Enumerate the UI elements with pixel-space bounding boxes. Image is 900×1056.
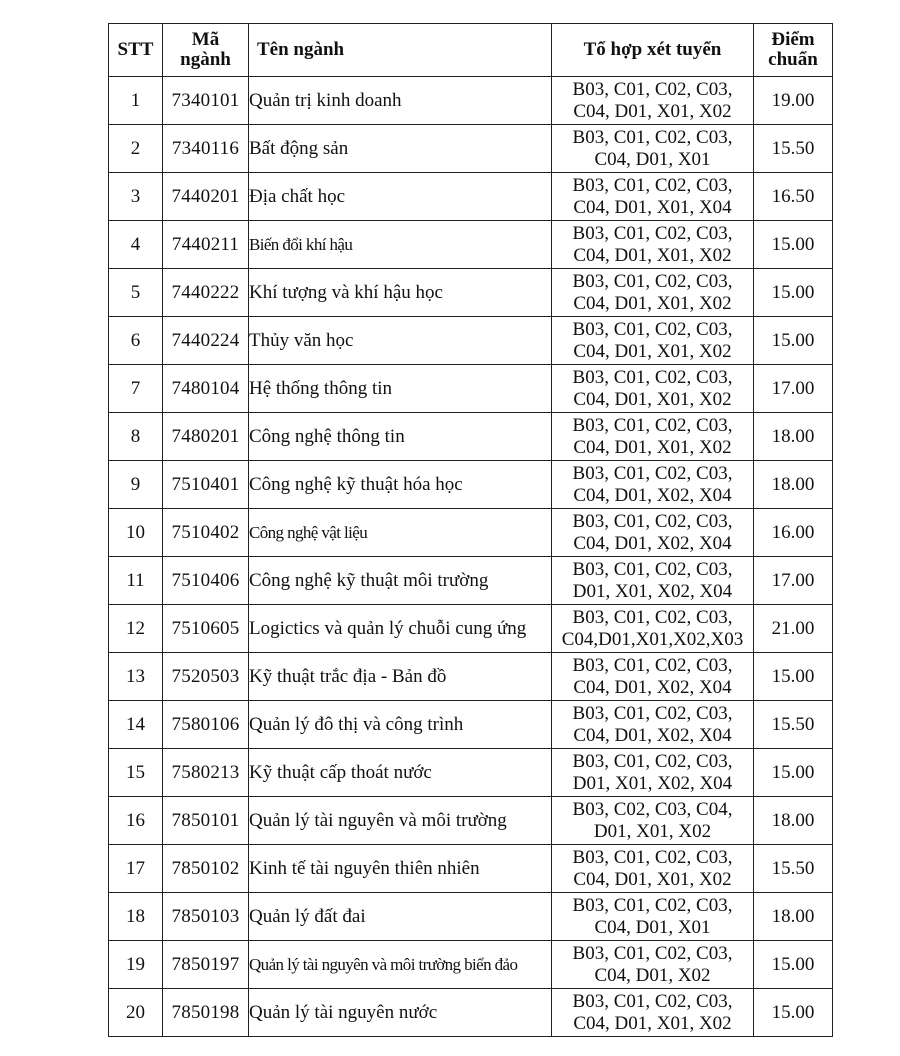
table-row bbox=[109, 317, 833, 365]
row-stt: 2 bbox=[109, 125, 163, 173]
row-subject-combos bbox=[552, 701, 754, 749]
row-cutoff-score: 18.00 bbox=[754, 461, 833, 509]
row-combo-line1: B03, C01, C02, C03, bbox=[572, 222, 733, 244]
table-row bbox=[109, 125, 833, 173]
row-stt: 9 bbox=[109, 461, 163, 509]
table-row bbox=[109, 845, 833, 893]
row-cutoff-score: 17.00 bbox=[754, 557, 833, 605]
row-subject-combos bbox=[552, 605, 754, 653]
row-combo-line1: B03, C01, C02, C03, bbox=[572, 318, 733, 340]
header-combo-label: Tổ hợp xét tuyển bbox=[583, 39, 722, 60]
admission-score-table bbox=[108, 23, 833, 1037]
row-stt: 16 bbox=[109, 797, 163, 845]
header-combo bbox=[552, 24, 754, 77]
row-major-code: 7480104 bbox=[163, 365, 249, 413]
row-major-name: Quản lý đô thị và công trình bbox=[249, 701, 552, 749]
row-combo-line2: D01, X01, X02, X04 bbox=[572, 772, 733, 794]
row-combo-line1: B03, C01, C02, C03, bbox=[572, 462, 733, 484]
row-major-name: Công nghệ kỹ thuật môi trường bbox=[249, 557, 552, 605]
row-stt: 6 bbox=[109, 317, 163, 365]
row-combo-line1: B03, C01, C02, C03, bbox=[572, 942, 733, 964]
row-combo-line2: C04, D01, X01, X02 bbox=[573, 1012, 732, 1034]
row-cutoff-score: 15.00 bbox=[754, 653, 833, 701]
row-cutoff-score: 16.50 bbox=[754, 173, 833, 221]
table-row bbox=[109, 893, 833, 941]
row-major-name: Kỹ thuật cấp thoát nước bbox=[249, 749, 552, 797]
table-row bbox=[109, 701, 833, 749]
row-major-code: 7480201 bbox=[163, 413, 249, 461]
row-stt: 17 bbox=[109, 845, 163, 893]
table-row bbox=[109, 749, 833, 797]
row-major-code: 7440211 bbox=[163, 221, 249, 269]
row-major-name: Kỹ thuật trắc địa - Bản đồ bbox=[249, 653, 552, 701]
row-major-name: Công nghệ vật liệu bbox=[249, 509, 552, 557]
table-row bbox=[109, 653, 833, 701]
row-combo-line2: C04, D01, X02, X04 bbox=[573, 532, 732, 554]
row-major-name: Biến đổi khí hậu bbox=[249, 221, 552, 269]
row-cutoff-score: 16.00 bbox=[754, 509, 833, 557]
row-combo-line1: B03, C02, C03, C04, bbox=[572, 798, 733, 820]
row-major-code: 7440201 bbox=[163, 173, 249, 221]
row-combo-line2: C04, D01, X01, X02 bbox=[573, 100, 732, 122]
row-combo-line2: C04, D01, X02 bbox=[594, 964, 711, 986]
table-row bbox=[109, 941, 833, 989]
row-combo-line1: B03, C01, C02, C03, bbox=[572, 750, 733, 772]
row-major-code: 7580213 bbox=[163, 749, 249, 797]
row-major-code: 7850197 bbox=[163, 941, 249, 989]
row-subject-combos bbox=[552, 221, 754, 269]
row-combo-line1: B03, C01, C02, C03, bbox=[572, 990, 733, 1012]
header-score-line1: Điểm bbox=[771, 29, 815, 50]
header-score-line2: chuẩn bbox=[768, 49, 818, 70]
row-major-code: 7850102 bbox=[163, 845, 249, 893]
row-combo-line2: C04, D01, X01, X02 bbox=[573, 388, 732, 410]
row-cutoff-score: 15.00 bbox=[754, 989, 833, 1037]
row-subject-combos bbox=[552, 77, 754, 125]
row-stt: 18 bbox=[109, 893, 163, 941]
row-stt: 3 bbox=[109, 173, 163, 221]
header-name bbox=[249, 24, 552, 77]
row-combo-line2: C04, D01, X01, X02 bbox=[573, 244, 732, 266]
row-subject-combos bbox=[552, 893, 754, 941]
row-combo-line1: B03, C01, C02, C03, bbox=[572, 126, 733, 148]
header-row bbox=[109, 24, 833, 77]
row-subject-combos bbox=[552, 845, 754, 893]
row-major-code: 7510406 bbox=[163, 557, 249, 605]
row-major-code: 7340116 bbox=[163, 125, 249, 173]
table-row bbox=[109, 989, 833, 1037]
row-combo-line2: C04, D01, X01, X02 bbox=[573, 340, 732, 362]
row-combo-line1: B03, C01, C02, C03, bbox=[572, 174, 733, 196]
table-row bbox=[109, 221, 833, 269]
header-score bbox=[754, 24, 833, 77]
row-stt: 13 bbox=[109, 653, 163, 701]
row-combo-line2: C04, D01, X01, X02 bbox=[573, 868, 732, 890]
row-combo-line1: B03, C01, C02, C03, bbox=[572, 606, 733, 628]
row-major-code: 7580106 bbox=[163, 701, 249, 749]
row-cutoff-score: 15.00 bbox=[754, 317, 833, 365]
row-combo-line2: C04, D01, X02, X04 bbox=[573, 484, 732, 506]
header-stt bbox=[109, 24, 163, 77]
table-row bbox=[109, 173, 833, 221]
row-subject-combos bbox=[552, 509, 754, 557]
row-combo-line2: D01, X01, X02 bbox=[593, 820, 712, 842]
row-cutoff-score: 15.50 bbox=[754, 701, 833, 749]
header-code-line1: Mã bbox=[191, 29, 220, 50]
row-major-name: Hệ thống thông tin bbox=[249, 365, 552, 413]
row-combo-line2: D01, X01, X02, X04 bbox=[572, 580, 733, 602]
table-row bbox=[109, 557, 833, 605]
row-major-code: 7850101 bbox=[163, 797, 249, 845]
table-row bbox=[109, 269, 833, 317]
row-major-code: 7510605 bbox=[163, 605, 249, 653]
table-row bbox=[109, 365, 833, 413]
row-major-name: Bất động sản bbox=[249, 125, 552, 173]
row-subject-combos bbox=[552, 797, 754, 845]
row-combo-line1: B03, C01, C02, C03, bbox=[572, 702, 733, 724]
row-major-name: Địa chất học bbox=[249, 173, 552, 221]
row-stt: 4 bbox=[109, 221, 163, 269]
row-cutoff-score: 15.00 bbox=[754, 749, 833, 797]
row-major-name: Quản lý tài nguyên và môi trường biển đảo bbox=[249, 941, 552, 989]
row-combo-line1: B03, C01, C02, C03, bbox=[572, 366, 733, 388]
row-subject-combos bbox=[552, 125, 754, 173]
row-major-code: 7510401 bbox=[163, 461, 249, 509]
row-cutoff-score: 21.00 bbox=[754, 605, 833, 653]
header-stt-label: STT bbox=[117, 39, 154, 60]
row-stt: 15 bbox=[109, 749, 163, 797]
row-combo-line2: C04,D01,X01,X02,X03 bbox=[561, 628, 744, 650]
row-cutoff-score: 18.00 bbox=[754, 893, 833, 941]
row-combo-line1: B03, C01, C02, C03, bbox=[572, 78, 733, 100]
row-combo-line2: C04, D01, X01, X02 bbox=[573, 436, 732, 458]
table-row bbox=[109, 605, 833, 653]
row-subject-combos bbox=[552, 317, 754, 365]
table-row bbox=[109, 461, 833, 509]
row-major-name: Logictics và quản lý chuỗi cung ứng bbox=[249, 605, 552, 653]
row-combo-line2: C04, D01, X02, X04 bbox=[573, 676, 732, 698]
table-row bbox=[109, 509, 833, 557]
table-header bbox=[109, 24, 833, 77]
row-major-name: Công nghệ kỹ thuật hóa học bbox=[249, 461, 552, 509]
row-major-code: 7440222 bbox=[163, 269, 249, 317]
row-cutoff-score: 15.50 bbox=[754, 845, 833, 893]
row-cutoff-score: 18.00 bbox=[754, 413, 833, 461]
row-stt: 14 bbox=[109, 701, 163, 749]
row-major-name: Thủy văn học bbox=[249, 317, 552, 365]
row-major-code: 7440224 bbox=[163, 317, 249, 365]
row-major-code: 7520503 bbox=[163, 653, 249, 701]
row-subject-combos bbox=[552, 749, 754, 797]
row-stt: 12 bbox=[109, 605, 163, 653]
row-stt: 5 bbox=[109, 269, 163, 317]
row-combo-line2: C04, D01, X01 bbox=[594, 916, 711, 938]
row-cutoff-score: 15.00 bbox=[754, 221, 833, 269]
row-major-code: 7340101 bbox=[163, 77, 249, 125]
row-combo-line1: B03, C01, C02, C03, bbox=[572, 846, 733, 868]
row-subject-combos bbox=[552, 461, 754, 509]
row-cutoff-score: 17.00 bbox=[754, 365, 833, 413]
row-combo-line1: B03, C01, C02, C03, bbox=[572, 414, 733, 436]
row-major-name: Quản lý tài nguyên và môi trường bbox=[249, 797, 552, 845]
row-subject-combos bbox=[552, 413, 754, 461]
table-row bbox=[109, 797, 833, 845]
row-major-name: Khí tượng và khí hậu học bbox=[249, 269, 552, 317]
row-combo-line1: B03, C01, C02, C03, bbox=[572, 510, 733, 532]
header-code bbox=[163, 24, 249, 77]
row-major-code: 7850103 bbox=[163, 893, 249, 941]
row-stt: 8 bbox=[109, 413, 163, 461]
table-row bbox=[109, 77, 833, 125]
row-subject-combos bbox=[552, 269, 754, 317]
row-major-code: 7850198 bbox=[163, 989, 249, 1037]
row-cutoff-score: 19.00 bbox=[754, 77, 833, 125]
row-combo-line2: C04, D01, X01, X02 bbox=[573, 292, 732, 314]
row-combo-line1: B03, C01, C02, C03, bbox=[572, 558, 733, 580]
row-combo-line2: C04, D01, X02, X04 bbox=[573, 724, 732, 746]
row-combo-line1: B03, C01, C02, C03, bbox=[572, 270, 733, 292]
row-combo-line1: B03, C01, C02, C03, bbox=[572, 894, 733, 916]
row-combo-line1: B03, C01, C02, C03, bbox=[572, 654, 733, 676]
row-subject-combos bbox=[552, 653, 754, 701]
row-major-code: 7510402 bbox=[163, 509, 249, 557]
row-major-name: Kinh tế tài nguyên thiên nhiên bbox=[249, 845, 552, 893]
row-cutoff-score: 18.00 bbox=[754, 797, 833, 845]
row-major-name: Quản lý đất đai bbox=[249, 893, 552, 941]
row-combo-line2: C04, D01, X01, X04 bbox=[573, 196, 732, 218]
row-subject-combos bbox=[552, 365, 754, 413]
row-cutoff-score: 15.50 bbox=[754, 125, 833, 173]
row-cutoff-score: 15.00 bbox=[754, 269, 833, 317]
row-major-name: Quản lý tài nguyên nước bbox=[249, 989, 552, 1037]
row-subject-combos bbox=[552, 941, 754, 989]
header-name-label: Tên ngành bbox=[257, 39, 345, 60]
row-subject-combos bbox=[552, 557, 754, 605]
row-major-name: Công nghệ thông tin bbox=[249, 413, 552, 461]
row-stt: 10 bbox=[109, 509, 163, 557]
header-code-line2: ngành bbox=[180, 49, 231, 70]
row-stt: 1 bbox=[109, 77, 163, 125]
row-cutoff-score: 15.00 bbox=[754, 941, 833, 989]
table-body bbox=[109, 77, 833, 1037]
row-stt: 7 bbox=[109, 365, 163, 413]
table-row bbox=[109, 413, 833, 461]
row-combo-line2: C04, D01, X01 bbox=[594, 148, 711, 170]
row-major-name: Quản trị kinh doanh bbox=[249, 77, 552, 125]
row-stt: 19 bbox=[109, 941, 163, 989]
row-stt: 11 bbox=[109, 557, 163, 605]
row-stt: 20 bbox=[109, 989, 163, 1037]
row-subject-combos bbox=[552, 989, 754, 1037]
row-subject-combos bbox=[552, 173, 754, 221]
